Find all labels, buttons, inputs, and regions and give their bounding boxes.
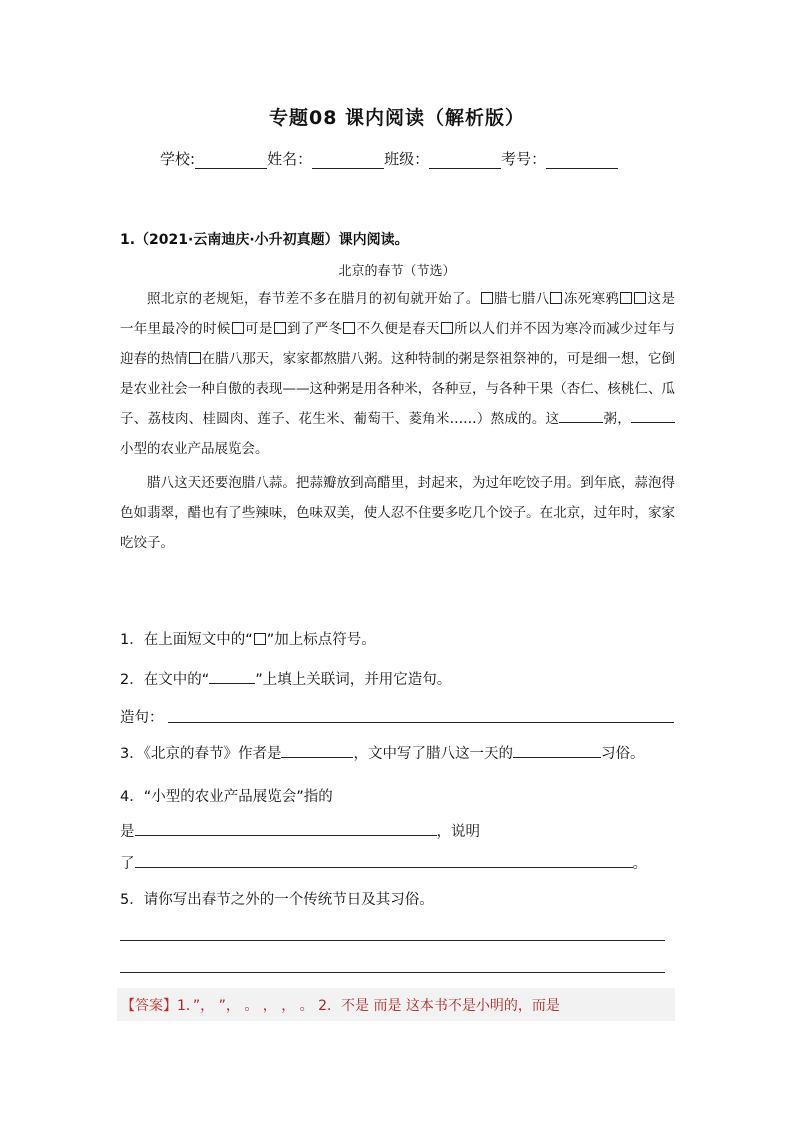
student-info-row [160, 148, 618, 169]
conjunction-blank[interactable] [631, 410, 675, 423]
name-label: 姓名： [267, 150, 313, 168]
punctuation-box-icon [254, 633, 266, 645]
school-label: 学校: [160, 150, 196, 168]
question-4: 4．“小型的农业产品展览会”指的 [120, 789, 333, 805]
punctuation-box[interactable] [441, 322, 453, 334]
passage-title: 北京的春节（节选） [338, 264, 456, 279]
page-title: 专题08 课内阅读（解析版） [268, 107, 526, 129]
question-header: 1.（2021·云南迪庆·小升初真题）课内阅读。 [120, 232, 409, 248]
question-2: 2．在文中的“ ”上填上关联词，并用它造句。 [120, 672, 452, 688]
exam-no-field[interactable] [546, 154, 618, 169]
custom-blank[interactable] [513, 745, 601, 758]
question-1: 1．在上面短文中的“ ”加上标点符号。 [120, 632, 376, 648]
punctuation-box[interactable] [343, 322, 355, 334]
answer-line[interactable] [168, 722, 674, 723]
conjunction-blank[interactable] [559, 410, 603, 423]
passage-paragraph-2: 腊八这天还要泡腊八蒜。把蒜瓣放到高醋里，封起来，为过年吃饺子用。到年底，蒜泡得色如翡翠，醋也有了些辣味，色味双美，使人忍不住要多吃几个饺子。在北京，过年时，家家吃饺子。 [120, 475, 675, 551]
exam-no-label: 考号： [501, 150, 547, 168]
class-label: 班级： [384, 150, 430, 168]
school-field[interactable] [195, 154, 267, 169]
answer-tag: 【答案】 [121, 997, 177, 1014]
punctuation-box[interactable] [634, 292, 646, 304]
answer-blank[interactable] [135, 855, 633, 868]
name-field[interactable] [312, 154, 384, 169]
punctuation-box[interactable] [481, 292, 493, 304]
punctuation-box[interactable] [620, 292, 632, 304]
answer-line[interactable] [120, 940, 665, 941]
question-4-line-2: 了 。 [120, 856, 647, 872]
passage-paragraph-1: 照北京的老规矩，春节差不多在腊月的初旬就开始了。 腊七腊八 冻死寒鸦 这是一年里最冷的时候 可是 到了严冬 不久便是春天 所以人们并不因为寒冷而减少过年与迎春的热情 在腊八那天，家家都熬腊八粥。这种特制的粥是祭祖祭神的，可是细一想，它倒是农业社会一种自傲的表现——这种粥是用各种米，各种豆，与各种干果（杏仁、核桃仁、瓜子、荔枝肉、桂圆肉、莲子、花生米、葡萄干、菱角米……）熬成的。这 粥，小型的农业产品展览会。 [120, 291, 676, 457]
punctuation-box[interactable] [189, 352, 201, 364]
punctuation-box[interactable] [232, 322, 244, 334]
answer-text: 1．”， ”， 。 ， ， 。 2．不是 而是 这本书不是小明的，而是 [177, 997, 560, 1014]
author-blank[interactable] [281, 745, 353, 758]
question-2-sentence-label: 造句： [120, 710, 164, 726]
answer-line[interactable] [120, 972, 665, 973]
class-field[interactable] [429, 154, 501, 169]
punctuation-box[interactable] [550, 292, 562, 304]
question-5: 5．请你写出春节之外的一个传统节日及其习俗。 [120, 892, 434, 908]
sample-blank [209, 671, 255, 684]
passage [120, 284, 675, 558]
answer-box [117, 988, 675, 1021]
question-4-line-1: 是 ，说明 [120, 824, 480, 840]
punctuation-box[interactable] [274, 322, 286, 334]
question-3: 3．《北京的春节》作者是 ，文中写了腊八这一天的 习俗。 [120, 746, 645, 762]
answer-blank[interactable] [135, 823, 437, 836]
